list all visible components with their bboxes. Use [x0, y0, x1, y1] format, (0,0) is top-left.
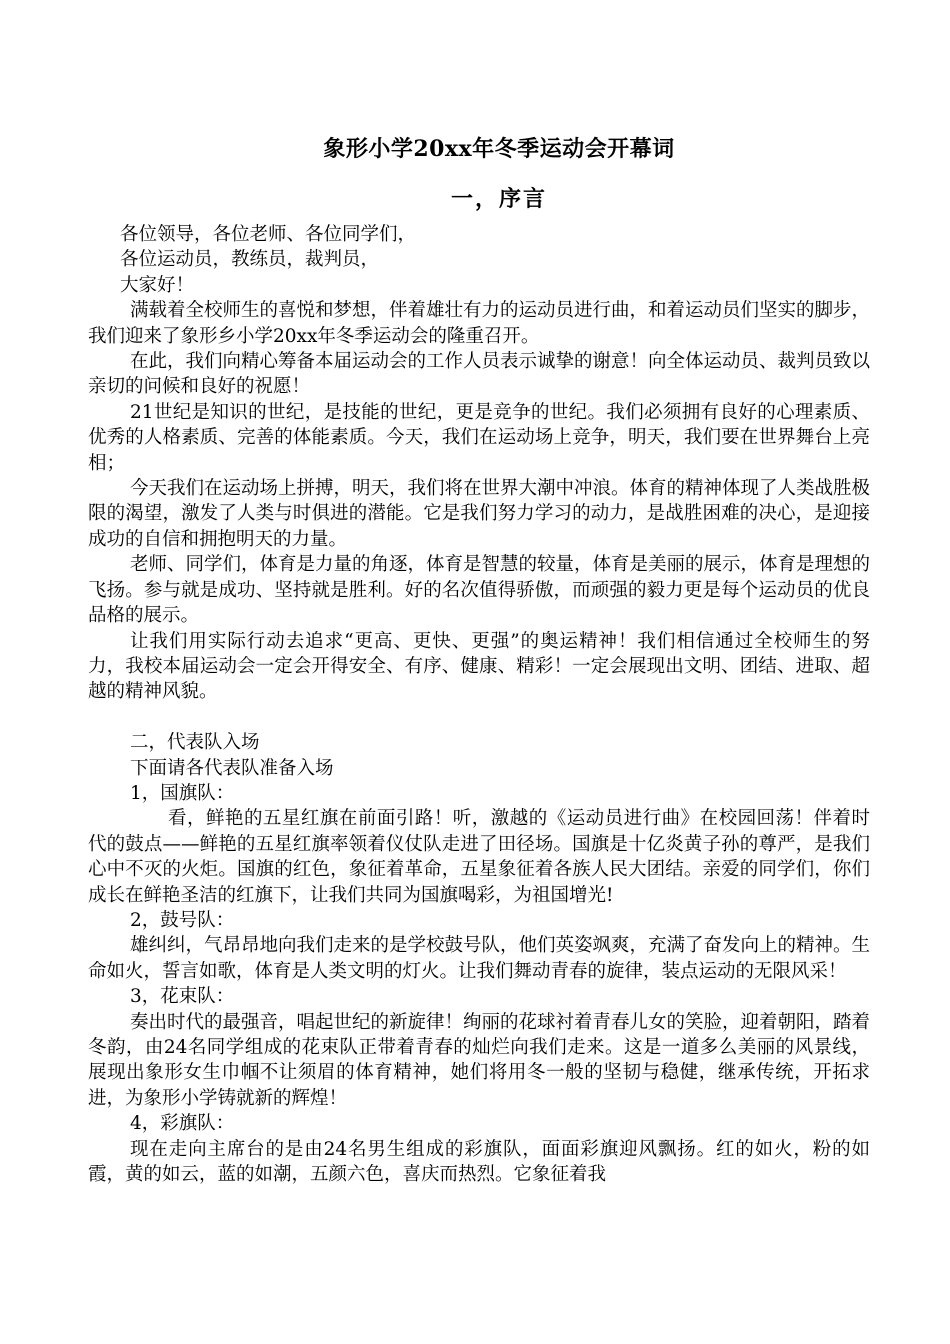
paragraph: 在此，我们向精心筹备本届运动会的工作人员表示诚挚的谢意！向全体运动员、裁判员致以亲切的问候和良好的祝愿！ — [88, 351, 871, 398]
section-heading-teams: 二，代表队入场 — [130, 732, 260, 754]
team-label: 3，花束队： — [130, 986, 235, 1008]
team-paragraph: 看，鲜艳的五星红旗在前面引路！听，激越的《运动员进行曲》在校园回荡！伴着时代的鼓点——鲜艳的五星红旗率领着仪仗队走进了田径场。国旗是十亿炎黄子孙的尊严，是我们心中不灭的火炬。国旗的红色，象征着革命，五星象征着各族人民大团结。亲爱的同学们，你们成长在鲜艳圣洁的红旗下，让我们共同为国旗喝彩，为祖国增光! — [88, 808, 870, 906]
team-label: 4，彩旗队： — [130, 1113, 235, 1135]
section-intro: 下面请各代表队准备入场 — [130, 757, 334, 779]
team-paragraph: 奏出时代的最强音，唱起世纪的新旋律！绚丽的花球衬着青春儿女的笑脸，迎着朝阳，踏着冬韵，由24名同学组成的花束队正带着青春的灿烂向我们走来。这是一道多么美丽的风景线，展现出象形女生巾帼不让须眉的体育精神，她们将用冬一般的坚韧与稳健，继承传统，开拓求进，为象形小学铸就新的辉煌！ — [88, 1011, 871, 1109]
team-paragraph: 现在走向主席台的是由24名男生组成的彩旗队，面面彩旗迎风飘扬。红的如火，粉的如霞，黄的如云，蓝的如潮，五颜六色，喜庆而热烈。它象征着我 — [88, 1138, 870, 1186]
document-title: 象形小学20xx年冬季运动会开幕词 — [323, 136, 675, 162]
greeting-line: 大家好！ — [120, 274, 195, 296]
team-paragraph: 雄纠纠，气昂昂地向我们走来的是学校鼓号队，他们英姿飒爽，充满了奋发向上的精神。生命如火，誓言如歌，体育是人类文明的灯火。让我们舞动青春的旋律，装点运动的无限风采！ — [88, 935, 871, 982]
greeting-line: 各位运动员，教练员，裁判员， — [120, 249, 380, 271]
spacer — [88, 705, 870, 730]
paragraph: 今天我们在运动场上拼搏，明天，我们将在世界大潮中冲浪。体育的精神体现了人类战胜极限的渴望，激发了人类与时俱进的潜能。它是我们努力学习的动力，是战胜困难的决心，是迎接成功的自信和拥抱明天的力量。 — [88, 478, 871, 550]
team-label: 2，鼓号队： — [130, 909, 235, 931]
paragraph: 让我们用实际行动去追求“更高、更快、更强”的奥运精神！我们相信通过全校师生的努力，我校本届运动会一定会开得安全、有序、健康、精彩！一定会展现出文明、团结、进取、超越的精神风貌。 — [88, 630, 870, 703]
team-label: 1，国旗队： — [130, 782, 235, 804]
greeting-line: 各位领导，各位老师、各位同学们， — [120, 224, 417, 245]
section-heading-preface: 一，序言 — [450, 186, 547, 212]
paragraph: 满载着全校师生的喜悦和梦想，伴着雄壮有力的运动员进行曲，和着运动员们坚实的脚步，我们迎来了象形乡小学20xx年冬季运动会的隆重召开。 — [88, 300, 871, 347]
paragraph: 21世纪是知识的世纪，是技能的世纪，更是竞争的世纪。我们必须拥有良好的心理素质、优秀的人格素质、完善的体能素质。今天，我们在运动场上竞争，明天，我们要在世界舞台上亮相； — [88, 401, 870, 474]
document-body — [88, 222, 870, 1187]
paragraph: 老师、同学们，体育是力量的角逐，体育是智慧的较量，体育是美丽的展示，体育是理想的飞扬。参与就是成功、坚持就是胜利。好的名次值得骄傲，而顽强的毅力更是每个运动员的优良品格的展示。 — [88, 554, 871, 627]
